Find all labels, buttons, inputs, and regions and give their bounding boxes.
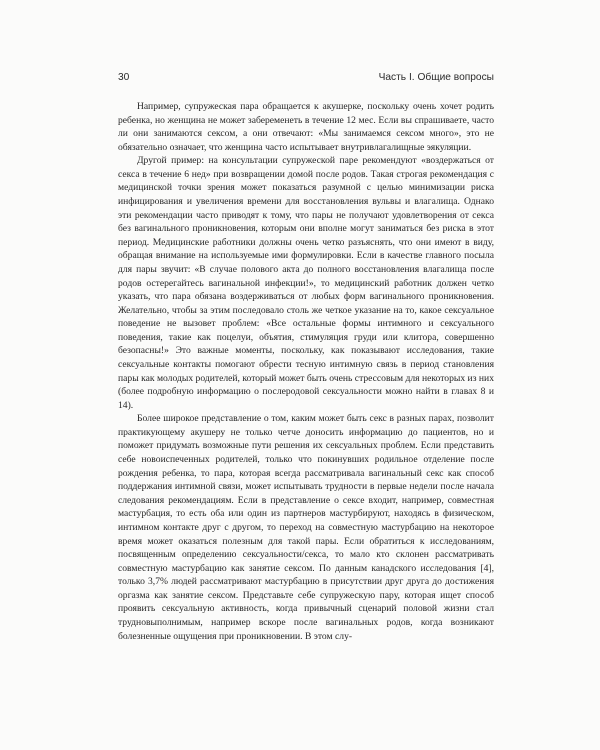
body-text [118, 100, 494, 643]
paragraph: Другой пример: на консультации супружеской паре рекомендуют «воздержаться от секса в течение 6 нед» при возвращении домой после родов. Такая строгая рекомендация с медицинской точки зрения может показаться разумной с целью минимизации риска инфицирования и увеличения времени для восстановления вульвы и влагалища. Однако эти рекомендации часто приводят к тому, что пары не получают удовлетворения от секса без вагинального проникновения, которым они вполне могут заниматься без риска в этот период. Медицинские работники должны очень четко разъяснять, что они имеют в виду, обращая внимание на используемые ими формулировки. Если в качестве главного посыла для пары звучит: «В случае полового акта до полного восстановления влагалища после родов остерегайтесь вагинальной инфекции!», то медицинский работник должен четко указать, что пара обязана воздерживаться от любых форм вагинального проникновения. Желательно, чтобы за этим последовало столь же четкое указание на то, какое сексуальное поведение не вызовет проблем: «Все остальные формы интимного и сексуального поведения, такие как поцелуи, объятия, стимуляция груди или клитора, совершенно безопасны!» Это важные моменты, поскольку, как показывают исследования, такие сексуальные контакты помогают обрести тесную интимную связь в период становления пары как молодых родителей, который может быть очень стрессовым для некоторых из них (более подробную информацию о послеродовой сексуальности можно найти в главах 8 и 14). [118, 155, 494, 411]
running-head: Часть I. Общие вопросы [378, 72, 494, 83]
page-number: 30 [118, 72, 130, 83]
page-header [118, 72, 494, 88]
paragraph: Более широкое представление о том, каким может быть секс в разных парах, позволит практикующему акушеру не только четче доносить информацию до пациентов, но и поможет придумать возможные пути решения их сексуальных проблем. Если представить себе новоиспеченных родителей, только что покинувших родильное отделение после рождения ребенка, то пара, которая всегда рассматривала вагинальный секс как способ поддержания интимной связи, может испытывать трудности в первые недели после начала следования рекомендациям. Если в представление о сексе входит, например, совместная мастурбация, то есть оба или один из партнеров мастурбируют, находясь в физическом, интимном контакте друг с другом, то переход на совместную мастурбацию на некоторое время может оказаться полезным для такой пары. Если обратиться к исследованиям, посвященным определению сексуальности/секса, то мало кто склонен рассматривать совместную мастурбацию как занятие сексом. По данным канадского исследования [4], только 3,7% людей рассматривают мастурбацию в присутствии друг друга до достижения оргазма как занятие сексом. Представьте себе супружескую пару, которая ищет способ проявить сексуальную активность, когда привычный сценарий половой жизни стал трудновыполнимым, например вскоре после вагинальных родов, когда возникают болезненные ощущения при проникновении. В этом слу- [118, 413, 494, 642]
paragraph: Например, супружеская пара обращается к акушерке, поскольку очень хочет родить ребенка, но женщина не может забеременеть в течение 12 мес. Если вы спрашиваете, часто ли они занимаются сексом, а они отвечают: «Мы занимаемся сексом много», это не обязательно означает, что женщина часто испытывает внутривлагалищные эякуляции. [118, 101, 494, 153]
